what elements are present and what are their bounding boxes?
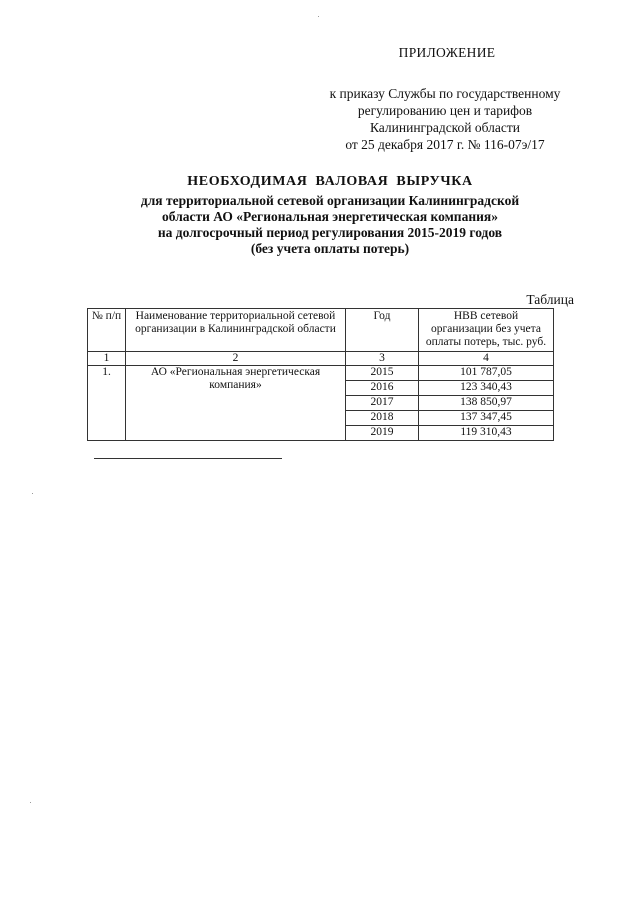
row-year: 2015	[346, 366, 419, 381]
row-number: 1.	[88, 366, 126, 441]
document-heading	[60, 174, 600, 257]
row-year: 2019	[346, 426, 419, 441]
row-value: 123 340,43	[419, 381, 554, 396]
row-value: 119 310,43	[419, 426, 554, 441]
row-value: 138 850,97	[419, 396, 554, 411]
header-number: № п/п	[88, 309, 126, 352]
row-year: 2016	[346, 381, 419, 396]
scan-speck	[318, 16, 319, 17]
heading-line: для территориальной сетевой организации Калининградской	[140, 193, 520, 208]
heading-line: на долгосрочный период регулирования 2015-2019 годов	[157, 225, 503, 240]
row-year: 2017	[346, 396, 419, 411]
appendix-line: от 25 декабря 2017 г. № 116-07э/17	[345, 137, 545, 152]
scan-speck	[32, 493, 33, 494]
column-number: 4	[419, 352, 554, 366]
table-label: Таблица	[526, 292, 574, 307]
row-organization: АО «Региональная энергетическая компания»	[126, 366, 346, 441]
appendix-block	[300, 44, 590, 153]
heading-line: (без учета оплаты потерь)	[250, 241, 410, 256]
table-header-row	[88, 309, 554, 352]
appendix-title: ПРИЛОЖЕНИЕ	[398, 45, 496, 60]
footnote-separator	[94, 458, 282, 459]
row-year: 2018	[346, 411, 419, 426]
row-value: 101 787,05	[419, 366, 554, 381]
revenue-table	[87, 308, 554, 441]
column-numbers-row	[88, 352, 554, 366]
column-number: 1	[88, 352, 126, 366]
scan-speck	[30, 802, 31, 803]
heading-title: НЕОБХОДИМАЯ ВАЛОВАЯ ВЫРУЧКА	[187, 174, 473, 189]
appendix-line: Калининградской области	[369, 120, 521, 135]
column-number: 2	[126, 352, 346, 366]
column-number: 3	[346, 352, 419, 366]
row-value: 137 347,45	[419, 411, 554, 426]
heading-line: области АО «Региональная энергетическая компания»	[162, 209, 498, 224]
header-organization: Наименование территориальной сетевой организации в Калининградской области	[126, 309, 346, 352]
appendix-line: к приказу Службы по государственному	[329, 86, 561, 101]
appendix-line: регулированию цен и тарифов	[357, 103, 533, 118]
table-row	[88, 366, 554, 381]
header-year: Год	[346, 309, 419, 352]
header-revenue: НВВ сетевой организации без учета оплаты потерь, тыс. руб.	[419, 309, 554, 352]
